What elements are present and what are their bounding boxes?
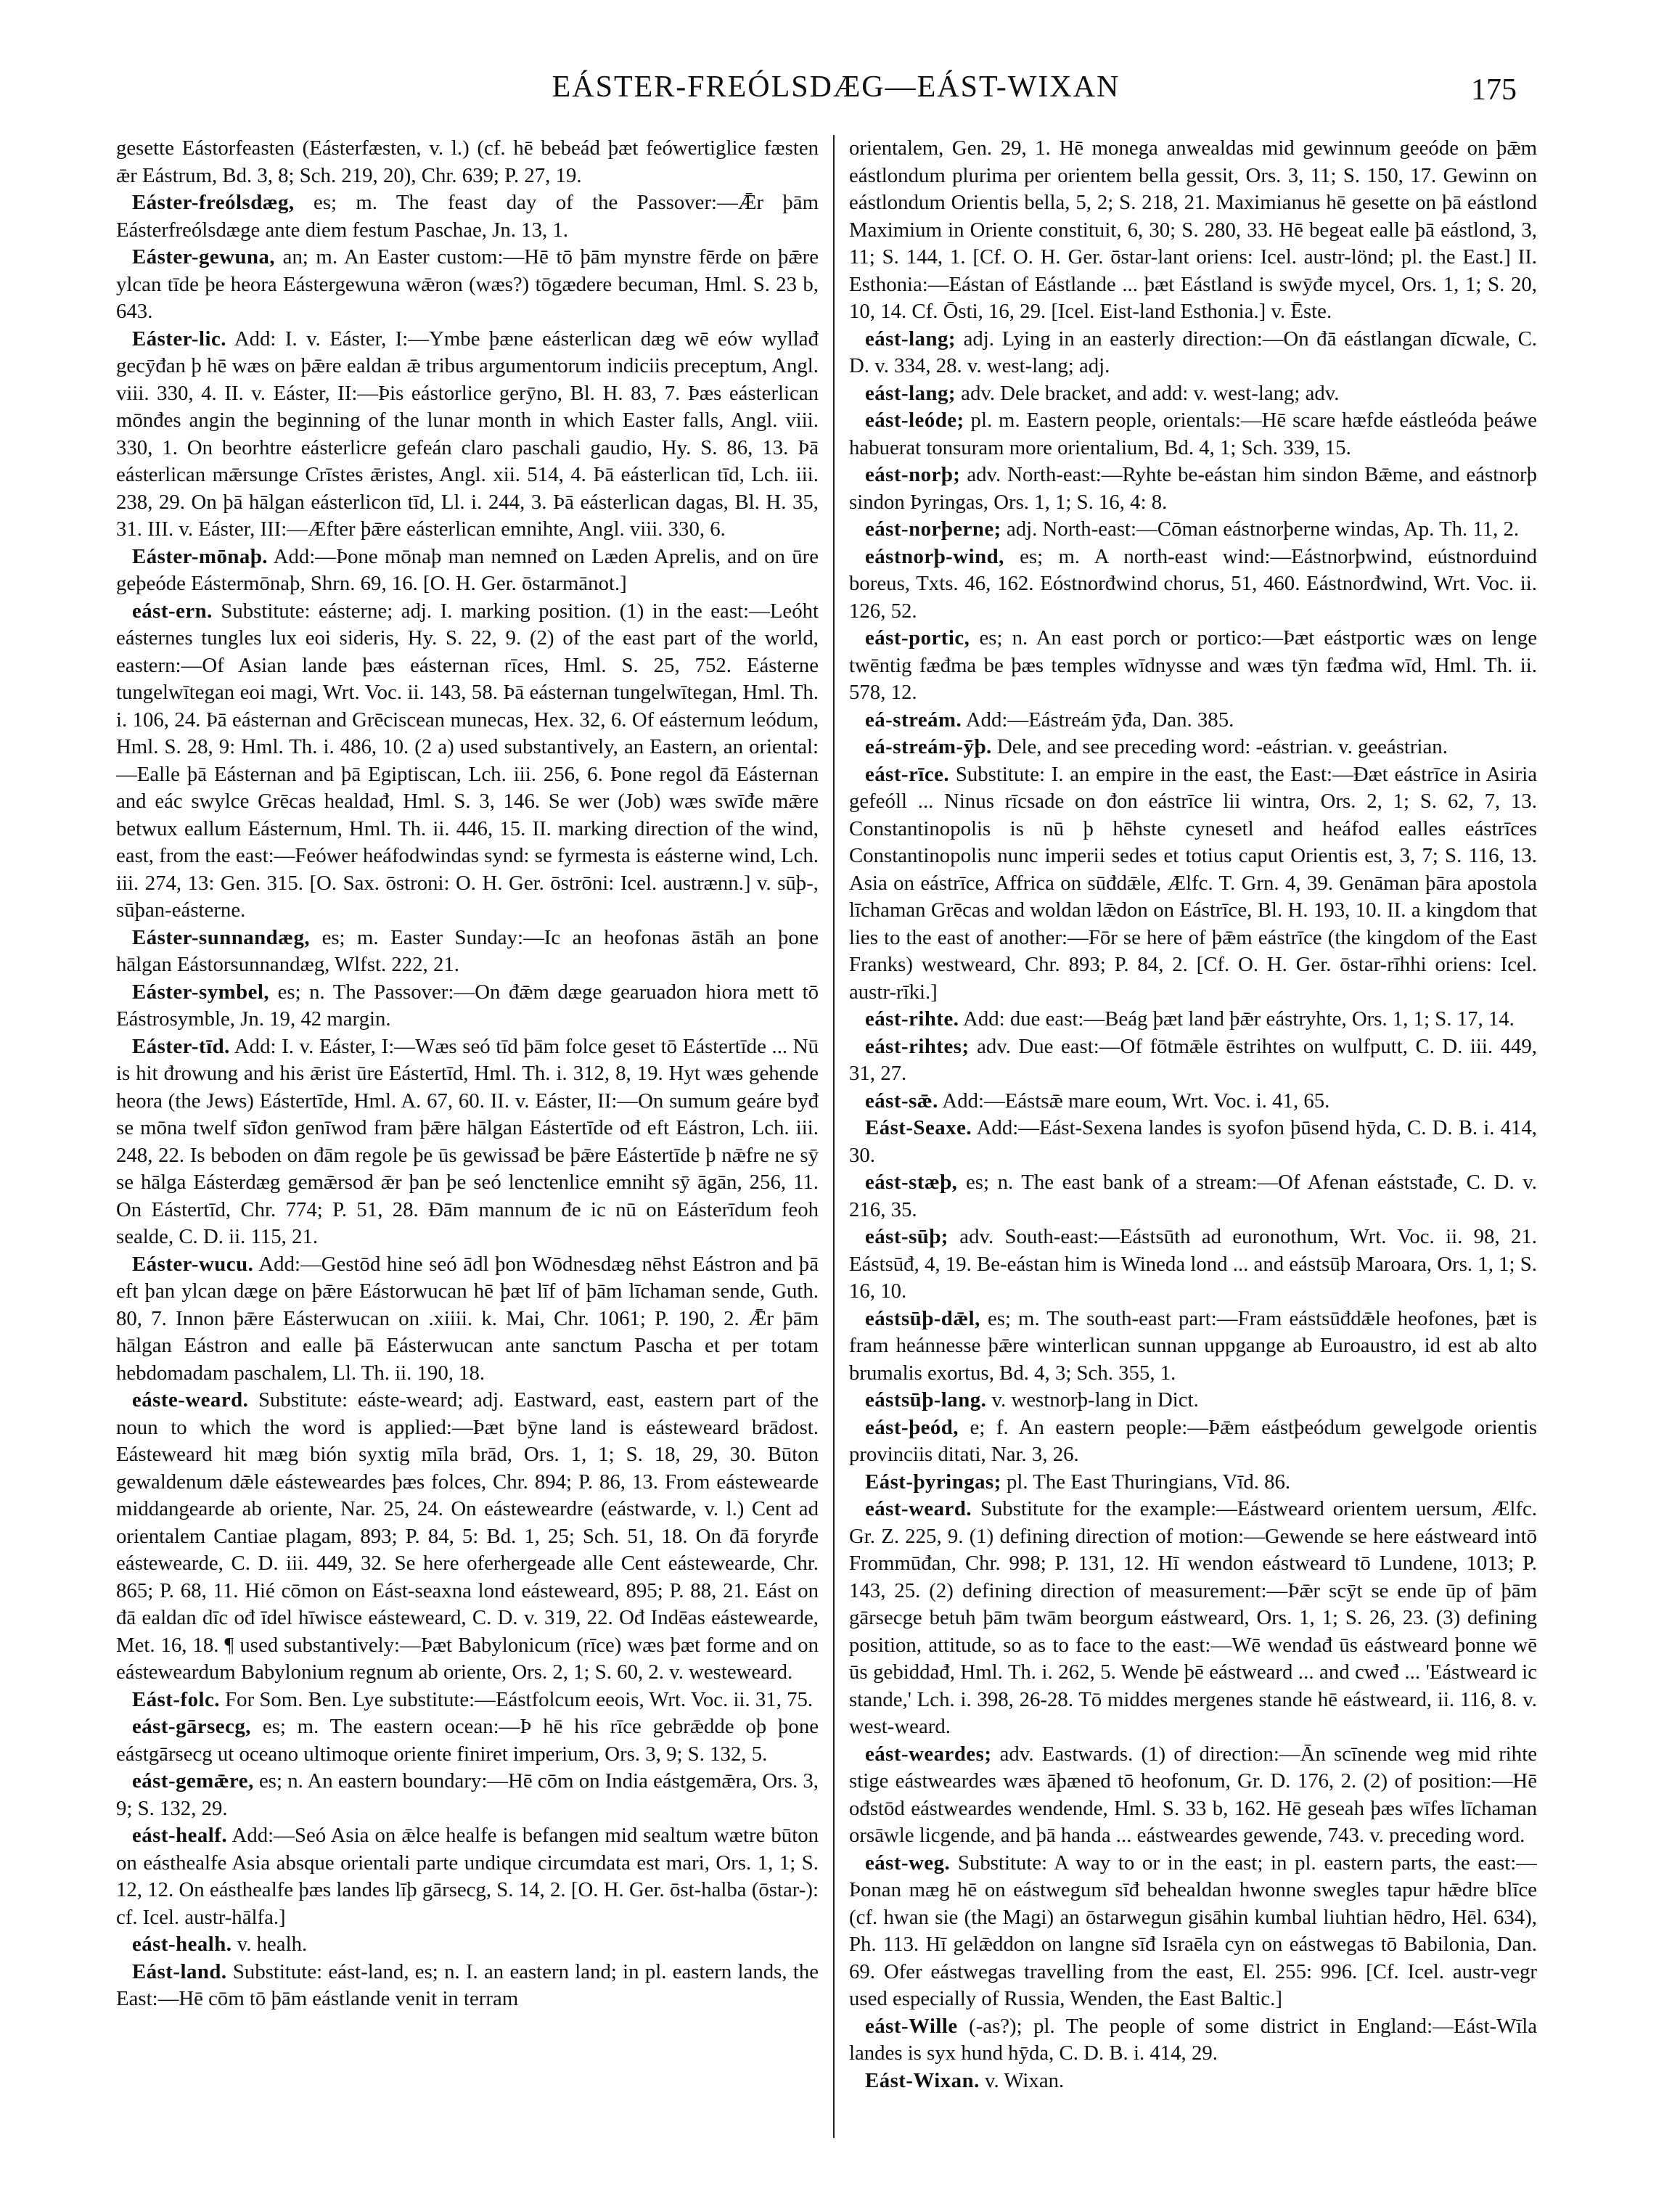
dictionary-entry [116,1959,819,2013]
entry-headword: eást-þeód, [865,1415,959,1439]
entry-headword: Eáster-lic. [132,327,226,351]
entry-text: pl. m. Eastern people, orientals:—Hē scare hæfde eástleóda þeáwe habuerat tonsuram more orientalium, Bd. 4, 1; Sch. 339, 15. [849,409,1537,459]
entry-headword: Eást-Wixan. [865,2068,980,2092]
entry-headword: Eáster-sunnandæg, [132,925,311,949]
entry-text: Substitute: eásterne; adj. I. marking position. (1) in the east:—Leóht eásternes tungles lux eoi sideris, Hy. S. 22, 9. (2) of the east part of the world, eastern:—Of Asian lande þæs eásternan rīces, Hml. S. 25, 752. Eásterne tungelwītegan eoi magi, Wrt. Voc. ii. 143, 58. Þā eásternan tungelwītegan, Hml. Th. i. 106, 24. Þā eásternan and Grēciscean munecas, Hex. 32, 6. Of eásternum leódum, Hml. S. 28, 9: Hml. Th. i. 486, 10. (2 a) used substantively, an Eastern, an oriental:—Ealle þā Eásternan and þā Egiptiscan, Lch. iii. 256, 6. Þone regol đā Eásternan and eác swylce Grēcas healdađ, Hml. S. 3, 146. Se wer (Job) wæs swīđe mǣre betwux eallum Eásternum, Hml. Th. ii. 446, 15. II. marking direction of the wind, east, from the east:—Feówer heáfodwindas synd: se fyrmesta is eásterne wind, Lch. iii. 274, 13: Gen. 315. [O. Sax. ōstroni: O. H. Ger. ōstrōni: Icel. austrænn.] v. sūþ-, sūþan-eásterne. [116,599,819,922]
entry-text: es; m. A north-east wind:—Eástnorþwind, eústnorduind boreus, Txts. 46, 162. Eóstnorđwind chorus, 51, 460. Eástnorđwind, Wrt. Voc. ii. 126, 52. [849,544,1537,623]
entry-text: es; n. An eastern boundary:—Hē cōm on India eástgemǣra, Ors. 3, 9; S. 132, 29. [116,1769,819,1820]
entry-headword: eástsūþ-lang. [865,1388,987,1412]
dictionary-entry [849,380,1537,408]
entry-text: es; m. The eastern ocean:—Þ hē his rīce gebrǣdde oþ þone eástgārsecg ut oceano ultimoque oriente finiret imperium, Ors. 3, 9; S. 132, 5. [116,1715,819,1766]
entry-headword: eást-ern. [132,599,213,623]
entry-headword: eást-portic, [865,626,970,650]
entry-headword: eást-healh. [132,1933,232,1956]
entry-text: adj. Lying in an easterly direction:—On đā eástlangan dīcwale, C. D. v. 334, 28. v. west-lang; adj. [849,327,1537,377]
entry-headword: Eáster-gewuna, [132,245,276,269]
dictionary-entry [116,1713,819,1768]
dictionary-entry [849,1169,1537,1224]
entry-headword: eást-stæþ, [865,1171,958,1194]
dictionary-entry [849,1741,1537,1850]
entry-text: Add:—Eástreám ȳđa, Dan. 385. [965,708,1234,732]
dictionary-entry [849,707,1537,734]
entry-headword: eást-rīce. [865,762,950,786]
entry-text: es; m. The south-east part:—Fram eástsūđdǣle heofones, þæt is fram heánnesse þǣre winterlican sunnan uppgange ab Euroaustro, id est ab alto brumalis exortus, Bd. 4, 3; Sch. 355, 1. [849,1306,1537,1385]
entry-headword: eást-sǣ. [865,1089,938,1113]
entry-text: For Som. Ben. Lye substitute:—Eástfolcum eeois, Wrt. Voc. ii. 31, 75. [225,1687,814,1711]
dictionary-entry [849,1414,1537,1469]
dictionary-entry [849,1006,1537,1033]
entry-text: Substitute for the example:—Eástweard orientem uersum, Ælfc. Gr. Z. 225, 9. (1) defining direction of motion:—Gewende se here eástweard intō Frommūđan, Chr. 998; P. 131, 12. Hī wendon eástweard tō Lundene, 1013; P. 143, 25. (2) defining direction of measurement:—Þǣr scȳt se ende ūp of þām gārsecge betuh þām twām beorgum eástweard, Ors. 1, 1; S. 26, 23. (3) defining position, attitude, so as to face to the east:—Wē wendađ ūs eástweard þonne wē ūs gebiddađ, Hml. Th. i. 262, 5. Wende þē eástweard ... and cweđ ... 'Eástweard ic stande,' Lch. i. 398, 26-28. Tō middes mergenes stande hē eástweard, ii. 116, 8. v. west-weard. [849,1497,1537,1738]
dictionary-entry [849,1496,1537,1741]
dictionary-entry [849,407,1537,462]
entry-text: (-as?); pl. The people of some district in England:—Eást-Wīla landes is syx hund hȳda, C. D. B. i. 414, 29. [849,2014,1537,2065]
dictionary-entry [849,1387,1537,1414]
entry-headword: Eáster-freólsdæg, [132,191,295,214]
entry-text: Add: I. v. Eáster, I:—Wæs seó tīd þām folce geset tō Eástertīde ... Nū is hit đrowung and his ǣrist ūre Eástertīd, Hml. Th. i. 312, 8, 19. Hyt wæs gehende heora (the Jews) Eástertīde, Hml. A. 67, 60. II. v. Eáster, II:—On sumum geáre byđ se mōna twelf sīđon genīwod fram þǣre hālgan Eástertīde ođ eft Eástron, Lch. iii. 248, 22. Is beboden on đām regole þe ūs gewissađ be þǣre Eástertīde þ nǣfre ne sȳ se hālga Eásterdæg gemǣrsod ǣr þan þe seó lenctenlice emniht sȳ āgān, 256, 11. On Eástertīd, Chr. 774; P. 51, 28. Đām mannum đe ic nū on Eásterīdum feoh sealde, C. D. ii. 115, 21. [116,1034,819,1248]
entry-headword: eástsūþ-dǣl, [865,1306,980,1330]
entry-headword: Eást-folc. [132,1687,220,1711]
entry-text: Add:—Eást-Sexena landes is syofon þūsend hȳda, C. D. B. i. 414, 30. [849,1116,1537,1167]
entry-headword: eást-gārsecg, [132,1715,252,1738]
entry-headword: Eáster-tīd. [132,1034,230,1058]
entry-text: gesette Eástorfeasten (Eásterfæsten, v. l.) (cf. hē bebeád þæt feówertiglice fæsten ǣr Eástrum, Bd. 3, 8; Sch. 219, 20), Chr. 639; P. 27, 19. [116,136,819,187]
entry-text: Add:—Seó Asia on ǣlce healfe is befangen mid sealtum wætre būton on eásthealfe Asia absque orientali parte undique circumdata est mari, Ors. 1, 1; S. 12, 12. On eásthealfe þæs landes līþ gārsecg, S. 14, 2. [O. H. Ger. ōst-halba (ōstar-): cf. Icel. austr-hālfa.] [116,1824,819,1929]
dictionary-entry [849,2068,1537,2095]
entry-headword: eást-norþ; [865,463,961,486]
entry-text: an; m. An Easter custom:—Hē tō þām mynstre fērde on þǣre ylcan tīde þe heora Eástergewuna wǣron (wæs?) tōgædere becuman, Hml. S. 23 b, 643. [116,245,819,323]
dictionary-entry [849,326,1537,380]
entry-text: es; m. Easter Sunday:—Ic an heofonas āstāh an þone hālgan Eástorsunnandæg, Wlfst. 222, 21. [116,925,819,976]
entry-headword: Eást-Seaxe. [865,1116,972,1139]
dictionary-entry [116,1768,819,1822]
entry-text: orientalem, Gen. 29, 1. Hē monega anwealdas mid gewinnum geeóde on þǣm eástlondum plurima per orientem bella gessit, Ors. 3, 11; S. 150, 17. Gewinn on eástlondum Orientis bella, 5, 2; S. 218, 21. Maximianus hē gesette on þā eástlond Maximium in Oriente constituit, 6, 30; S. 280, 33. Hē begeat ealle þā eástlond, 3, 11; S. 144, 1. [Cf. O. H. Ger. ōstar-lant oriens: Icel. austr-lönd; pl. the East.] II. Esthonia:—Eástan of Eástlande ... þæt Eástland is swȳđe mycel, Ors. 1, 1; S. 20, 10, 14. Cf. Ōsti, 16, 29. [Icel. Eist-land Esthonia.] v. Ēste. [849,136,1537,323]
entry-headword: Eáster-wucu. [132,1252,254,1276]
dictionary-entry [849,462,1537,516]
dictionary-entry [849,734,1537,761]
dictionary-entry [116,244,819,326]
dictionary-entry [849,625,1537,707]
entry-headword: eást-gemǣre, [132,1769,254,1793]
dictionary-entry [116,135,819,189]
entry-text: v. westnorþ-lang in Dict. [991,1388,1199,1412]
entry-headword: eást-weg. [865,1851,951,1875]
entry-headword: eást-weard. [865,1497,972,1520]
dictionary-entry [116,1687,819,1714]
entry-headword: eáste-weard. [132,1388,249,1412]
dictionary-entry [116,925,819,979]
entry-text: Add:—Gestōd hine seó ādl þon Wōdnesdæg nēhst Eástron and þā eft þan ylcan dæge on þǣre Eástorwucan hē þæt līf of þām līchaman sende, Guth. 80, 7. Innon þǣre Eásterwucan on .xiiii. k. Mai, Chr. 1061; P. 190, 2. Ǣr þām hālgan Eástron and ealle þā Eásterwucan ante sanctum Pascha et per totam hebdomadam paschalem, Ll. Th. ii. 190, 18. [116,1252,819,1385]
entry-text: Add: due east:—Beág þæt land þǣr eástryhte, Ors. 1, 1; S. 17, 14. [963,1007,1515,1031]
entry-text: pl. The East Thuringians, Vīd. 86. [1007,1470,1291,1494]
entry-headword: Eást-þyringas; [865,1470,1001,1494]
dictionary-entry [849,1850,1537,2013]
entry-text: adv. Due east:—Of fōtmǣle ēstrihtes on wulfputt, C. D. iii. 449, 31, 27. [849,1034,1537,1085]
dictionary-entry [849,1224,1537,1306]
entry-text: Substitute: A way to or in the east; in pl. eastern parts, the east:—Þonan mæg hē on eástwegum sīđ behealdan hwonne swegles tapur hǣdre blīce (cf. hwan sie (the Magi) an ōstarwegun gisāhin kumbal liuhtian hēdro, Hēl. 634), Ph. 113. Hī gelǣddon on langne sīđ Israēla cyn on eástwegas tō Babilonia, Dan. 69. Ofer eástwegas travelling from the east, El. 255: 996. [Cf. Icel. austr-vegr used especially of Russia, Wenden, the East Baltic.] [849,1851,1537,2010]
dictionary-entry [849,1115,1537,1169]
entry-text: es; n. An east porch or portico:—Þæt eástportic wæs on lenge twēntig fæđma be þæs temples wīdnysse and wæs tȳn fæđma wīd, Hml. Th. ii. 578, 12. [849,626,1537,704]
dictionary-entry [116,1822,819,1931]
dictionary-entry [116,1033,819,1251]
column-divider [833,135,835,2138]
page-number: 175 [1471,73,1517,107]
entry-headword: eást-lang; [865,327,956,351]
dictionary-entry [849,1306,1537,1388]
entry-headword: eást-healf. [132,1824,228,1847]
dictionary-entry [849,1033,1537,1088]
entry-text: Substitute: eáste-weard; adj. Eastward, east, eastern part of the noun to which the word is applied:—Þæt bȳne land is eásteweard brādost. Eásteweard hit mæg bión syxtig mīla brād, Ors. 1, 1; S. 18, 29, 30. Būton gewaldenum dǣle eásteweardes þæs folces, Chr. 894; P. 86, 13. From eásteweardе middangearde ab oriente, Nar. 25, 24. On eásteweardre (eástwarde, v. l.) Cent ad orientalem Cantiae plagam, 893; P. 84, 5: Bd. 1, 25; Sch. 51, 18. On đā foryrđe eásteweardе, C. D. iii. 449, 32. Se here oferhergeade alle Cent eásteweardе, Chr. 865; P. 68, 11. Hié cōmon on Eást-seaxna lond eásteweard, 895; P. 88, 21. Eást on đā ealdan dīc ođ īdel hīwisce eásteweard, C. D. v. 319, 22. Ođ Indēas eásteweardе, Met. 16, 18. ¶ used substantively:—Þæt Babylonicum (rīce) wæs þæt forme and on eásteweardum Babylonium regnum ab oriente, Ors. 2, 1; S. 60, 2. v. westeweard. [116,1388,819,1684]
dictionary-entry [116,326,819,544]
entry-text: adv. South-east:—Eástsūth ad euronothum, Wrt. Voc. ii. 98, 21. Eástsūđ, 4, 19. Be-eástan him is Wineda lond ... and eástsūþ Maroara, Ors. 1, 1; S. 16, 10. [849,1225,1537,1303]
entry-headword: eást-lang; [865,381,956,405]
entry-text: es; n. The east bank of a stream:—Of Afenan eáststađe, C. D. v. 216, 35. [849,1171,1537,1221]
entry-text: v. healh. [237,1933,308,1956]
entry-text: Add: I. v. Eáster, I:—Ymbe þæne eásterlican dæg wē eów wyllađ gecȳđan þ hē wæs on þǣre ealdan ǣ tribus argumentorum indiciis preceptum, Angl. viii. 330, 4. II. v. Eáster, II:—Þis eástorlice gerȳno, Bl. H. 83, 7. Þæs eásterlican mōnđes angin the beginning of the lunar month in which Easter falls, Angl. viii. 330, 1. On beorhtre eásterlicre gefeán claro paschali gaudio, Hy. S. 86, 13. Þā eásterlican mǣrsunge Crīstes ǣristes, Angl. xii. 514, 4. Þā eásterlican tīd, Lch. iii. 238, 29. On þā hālgan eásterlicon tīd, Ll. i. 244, 3. Þā eásterlican dagas, Bl. H. 35, 31. III. v. Eáster, III:—Æfter þǣre eásterlican emnihte, Angl. viii. 330, 6. [116,327,819,541]
entry-text: Dele, and see preceding word: -eástrian. v. geeástrian. [996,735,1448,758]
entry-headword: eást-rihtes; [865,1034,970,1058]
dictionary-entry [116,1387,819,1687]
page-header [0,70,1672,128]
dictionary-entry [849,135,1537,326]
entry-headword: eást-weardes; [865,1742,992,1766]
entry-headword: eá-streám. [865,708,962,732]
entry-headword: eást-Wille [865,2014,958,2038]
entry-text: adv. Dele bracket, and add: v. west-lang; adv. [961,381,1340,405]
entry-headword: eást-rihte. [865,1007,959,1031]
dictionary-entry [849,2013,1537,2068]
dictionary-entry [116,1251,819,1388]
running-title: EÁSTER-FREÓLSDÆG—EÁST-WIXAN [552,70,1120,104]
dictionary-entry [849,516,1537,544]
dictionary-entry [116,544,819,598]
entry-text: adj. North-east:—Cōman eástnorþerne windas, Ap. Th. 11, 2. [1006,517,1520,541]
entry-text: es; m. The feast day of the Passover:—Ǣr þām Eásterfreólsdæge ante diem festum Paschae, Jn. 13, 1. [116,191,819,242]
entry-headword: Eást-land. [132,1959,227,1983]
dictionary-entry [116,1931,819,1959]
dictionary-entry [849,1469,1537,1496]
entry-text: Substitute: eást-land, es; n. I. an eastern land; in pl. eastern lands, the East:—Hē cōm tō þām eástlande venit in terram [116,1959,819,2010]
entry-text: es; n. The Passover:—On đǣm dæge gearuadon hiora mett tō Eástrosymble, Jn. 19, 42 margin. [116,980,819,1031]
dictionary-entry [849,1088,1537,1115]
entry-text: adv. North-east:—Ryhte be-eástan him sindon Bǣme, and eástnorþ sindon Þyringas, Ors. 1, 1; S. 16, 4: 8. [849,463,1537,514]
right-column [849,135,1537,2182]
dictionary-entry [849,544,1537,626]
entry-headword: eást-sūþ; [865,1225,948,1248]
entry-text: Substitute: I. an empire in the east, the East:—Đæt eástrīce in Asiria gefeóll ... Ninus rīcsade on đon eástrīce lii wintra, Ors. 2, 1; S. 62, 7, 13. Constantinopolis is nū þ hēhste cynesetl and heáfod ealles eástrīces Constantinopolis nunc imperii sedes et totius caput Orientis est, 3, 7; S. 116, 13. Asia on eástrīce, Affrica on sūđdǣle, Ælfc. T. Grn. 4, 39. Genāman þāra apostola līchaman Grēcas and woldan lǣdon on Eástrīce, Bl. H. 193, 10. II. a kingdom that lies to the east of another:—Fōr se here of þǣm eástrīce (the kingdom of the East Franks) westweard, Chr. 893; P. 84, 2. [Cf. O. H. Ger. ōstar-rīhhi oriens: Icel. austr-rīki.] [849,762,1537,1004]
entry-headword: eást-leóde; [865,409,964,432]
entry-headword: eá-streám-ȳþ. [865,735,992,758]
entry-text: e; f. An eastern people:—Þǣm eástþeódum gewelgode orientis provinciis ditati, Nar. 3, 26. [849,1415,1537,1466]
dictionary-entry [116,979,819,1033]
entry-headword: eástnorþ-wind, [865,544,1004,568]
dictionary-entry [116,189,819,244]
entry-text: Add:—Þone mōnaþ man nemneđ on Læden Aprelis, and on ūre geþeóde Eástermōnaþ, Shrn. 69, 16. [O. H. Ger. ōstarmānot.] [116,544,819,595]
entry-headword: eást-norþerne; [865,517,1001,541]
entry-text: v. Wixan. [984,2068,1065,2092]
entry-text: Add:—Eástsǣ mare eoum, Wrt. Voc. i. 41, 65. [942,1089,1330,1113]
entry-text: adv. Eastwards. (1) of direction:—Ān scīnende weg mid rihte stige eástweardes wæs āþæned tō heofonum, Gr. D. 176, 2. (2) of position:—Hē ođstōd eástweardes wendende, Hml. S. 33 b, 162. Hē geseah þæs wīfes līchaman orsāwle licgende, and þā handa ... eástweardes gewende, 743. v. preceding word. [849,1742,1537,1847]
entry-headword: Eáster-symbel, [132,980,270,1004]
left-column [116,135,819,2182]
entry-headword: Eáster-mōnaþ. [132,544,269,568]
dictionary-entry [849,761,1537,1007]
dictionary-entry [116,598,819,925]
